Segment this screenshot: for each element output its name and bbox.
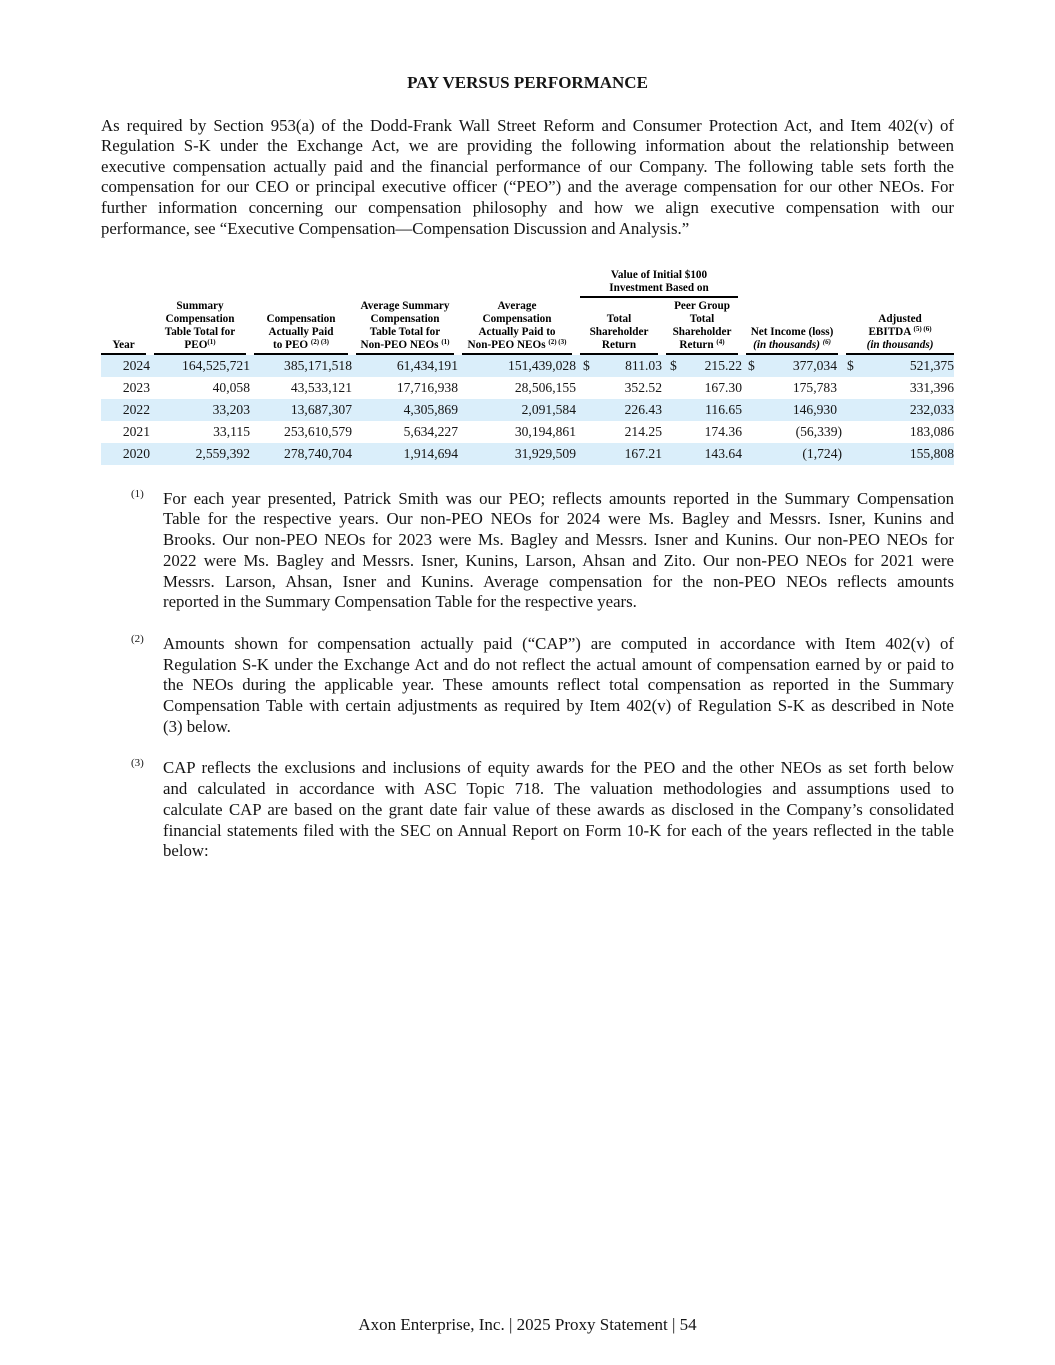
text-line: Amounts shown for compensation actually paid (“CAP”) are computed in accordance with Item 402(v) of <box>163 633 954 653</box>
footnote-3 <box>131 757 954 862</box>
cell-year <box>101 421 150 443</box>
cell-value: 253,610,579 <box>284 424 352 439</box>
column-header-avg_sct_non_peo <box>352 298 458 356</box>
footnote-ref: (4) <box>716 338 725 346</box>
header-line: Value of Initial $100 <box>610 268 708 281</box>
cell-value: 40,058 <box>212 380 250 395</box>
header-text: Compensation <box>165 313 235 325</box>
text-line: As required by Section 953(a) of the Dodd-Frank Wall Street Reform and Consumer Protection Act, and Item 402(v) of <box>101 115 954 135</box>
column-header-label <box>746 326 838 355</box>
text-line: CAP reflects the exclusions and inclusions of equity awards for the PEO and the other NEOs as set forth below <box>163 758 954 778</box>
currency-symbol: $ <box>670 358 677 373</box>
cell-adj_ebitda <box>842 443 954 465</box>
header-line: Investment Based on <box>609 281 709 294</box>
header-text: (in thousands) <box>753 339 823 351</box>
header-line <box>101 339 146 352</box>
header-line <box>666 326 738 339</box>
cell-avg_cap_non_peo <box>458 399 576 421</box>
cell-avg_sct_non_peo <box>352 443 458 465</box>
header-line <box>154 300 246 313</box>
table-body <box>101 355 954 465</box>
cell-avg_sct_non_peo <box>352 421 458 443</box>
column-header-label <box>254 313 348 355</box>
header-line <box>154 313 246 326</box>
header-line <box>846 313 954 326</box>
text-line: performance, see “Executive Compensation—Compensation Discussion and Analysis.” <box>101 218 690 238</box>
header-text: Shareholder <box>672 326 732 338</box>
cell-tsr <box>576 355 662 377</box>
header-line <box>580 339 658 352</box>
text-line: financial statements filed with the SEC on Annual Report on Form 10-K for each of the years reflected in the table <box>163 820 954 840</box>
cell-sct_peo <box>150 355 250 377</box>
cell-value: 214.25 <box>624 424 662 439</box>
text-line: and calculated in accordance with ASC Topic 718. The valuation methodologies and assumptions used to <box>163 779 954 799</box>
cell-value: 183,086 <box>909 424 955 439</box>
column-header-peer_tsr <box>662 298 742 356</box>
header-line <box>746 339 838 352</box>
header-line <box>356 326 454 339</box>
column-header-label <box>666 300 738 355</box>
cell-value: 278,740,704 <box>284 446 352 461</box>
cell-cap_peo <box>250 421 352 443</box>
column-header-year <box>101 298 150 356</box>
group-header-spacer <box>101 268 576 298</box>
cell-peer_tsr <box>662 355 742 377</box>
footnote-1 <box>131 487 954 614</box>
cell-value: 33,115 <box>213 424 250 439</box>
header-text: Adjusted <box>878 313 922 325</box>
cell-net_income <box>742 443 842 465</box>
cell-value: 146,930 <box>792 402 838 417</box>
header-text: Compensation <box>370 313 440 325</box>
cell-cap_peo <box>250 399 352 421</box>
cell-value: 167.21 <box>624 446 662 461</box>
cell-value: 4,305,869 <box>403 402 458 417</box>
table-row-2021 <box>101 421 954 443</box>
cell-value: 2021 <box>122 424 150 439</box>
cell-value: 174.36 <box>704 424 743 439</box>
cell-cap_peo <box>250 355 352 377</box>
cell-value: 232,033 <box>909 402 955 417</box>
page-title: PAY VERSUS PERFORMANCE <box>407 73 648 92</box>
footnote-ref: (1) <box>207 338 216 346</box>
text-line: executive compensation actually paid and the financial performance of our Company. The following table sets forth the <box>101 156 954 176</box>
cell-year <box>101 377 150 399</box>
header-text: Shareholder <box>589 326 649 338</box>
footnote-ref: (1) <box>441 338 450 346</box>
group-header-label <box>580 269 738 298</box>
text-line: (3) below. <box>163 716 231 736</box>
header-text: Non-PEO NEOs <box>467 339 549 351</box>
cell-value: 155,808 <box>909 446 955 461</box>
cell-adj_ebitda <box>842 355 954 377</box>
column-header-net_income <box>742 298 842 356</box>
cell-avg_sct_non_peo <box>352 355 458 377</box>
cell-net_income <box>742 377 842 399</box>
column-header-cap_peo <box>250 298 352 356</box>
header-line <box>666 339 738 352</box>
cell-value: 385,171,518 <box>284 358 352 373</box>
text-line: calculate CAP are based on the grant date fair value of these awards as disclosed in the Company’s consolidated <box>163 799 954 819</box>
cell-sct_peo <box>150 377 250 399</box>
table-row-2023 <box>101 377 954 399</box>
table-header <box>101 268 954 356</box>
text-line: Brooks. Our non-PEO NEOs for 2023 were Ms. Bagley and Messrs. Isner and Kunins. Our non-PEO NEOs for <box>163 530 954 550</box>
cell-net_income <box>742 355 842 377</box>
header-text: Return <box>679 339 717 351</box>
header-text: Total <box>689 313 715 325</box>
cell-avg_cap_non_peo <box>458 443 576 465</box>
header-text: Table Total for <box>164 326 236 338</box>
text-line: the NEOs during the applicable year. These amounts reflect total compensation as reported in the Summary <box>163 675 954 695</box>
column-header-label <box>846 313 954 355</box>
text-line: For each year presented, Patrick Smith was our PEO; reflects amounts reported in the Summary Compensation <box>163 488 954 508</box>
cell-tsr <box>576 443 662 465</box>
footnote-ref: (6) <box>822 338 831 346</box>
cell-cap_peo <box>250 443 352 465</box>
group-header-row <box>101 268 954 298</box>
cell-value: 143.64 <box>704 446 743 461</box>
cell-avg_cap_non_peo <box>458 421 576 443</box>
cell-peer_tsr <box>662 421 742 443</box>
cell-year <box>101 399 150 421</box>
cell-value: 2023 <box>122 380 150 395</box>
header-line <box>154 339 246 352</box>
cell-net_income <box>742 421 842 443</box>
header-text: Peer Group <box>674 300 730 312</box>
column-header-label <box>580 313 658 355</box>
header-text: Average <box>497 300 537 312</box>
cell-adj_ebitda <box>842 377 954 399</box>
group-header-investment <box>576 268 742 298</box>
cell-value: 2020 <box>122 446 150 461</box>
footnote-ref: (2) (3) <box>548 338 567 346</box>
cell-value: 151,439,028 <box>508 358 576 373</box>
header-line <box>356 339 454 352</box>
cell-tsr <box>576 399 662 421</box>
header-line <box>666 300 738 313</box>
header-text: Compensation <box>266 313 336 325</box>
header-text: Compensation <box>482 313 552 325</box>
header-line <box>254 313 348 326</box>
pay-versus-performance-table <box>101 268 954 466</box>
header-text: Return <box>601 339 637 351</box>
column-header-label <box>462 300 572 355</box>
header-text: Non-PEO NEOs <box>360 339 442 351</box>
column-header-adj_ebitda <box>842 298 954 356</box>
cell-net_income <box>742 399 842 421</box>
footnote-marker: (2) <box>131 632 144 645</box>
column-header-row <box>101 298 954 356</box>
cell-value: 175,783 <box>792 380 838 395</box>
header-line <box>356 313 454 326</box>
text-line: further information concerning our compensation philosophy and how we align executive compensation with our <box>101 198 954 218</box>
header-text: Year <box>112 339 135 351</box>
header-line <box>356 300 454 313</box>
cell-avg_cap_non_peo <box>458 355 576 377</box>
cell-peer_tsr <box>662 377 742 399</box>
column-header-label <box>101 339 146 355</box>
footnote-marker: (3) <box>131 757 144 770</box>
header-line <box>846 326 954 339</box>
header-text: Total <box>606 313 632 325</box>
cell-value: 28,506,155 <box>514 380 576 395</box>
header-text: (in thousands) <box>866 339 934 351</box>
cell-value: 2,091,584 <box>521 402 576 417</box>
cell-value: 1,914,694 <box>403 446 458 461</box>
column-header-avg_cap_non_peo <box>458 298 576 356</box>
cell-value: 33,203 <box>212 402 250 417</box>
text-line: Compensation Table with certain adjustments as required by Item 402(v) of Regulation S-K as described in Note <box>163 696 954 716</box>
cell-peer_tsr <box>662 443 742 465</box>
header-text: PEO <box>184 339 208 351</box>
cell-year <box>101 355 150 377</box>
footnote-ref: (5) (6) <box>913 325 932 333</box>
header-line <box>580 326 658 339</box>
cell-value: 2022 <box>122 402 150 417</box>
cell-value: 2024 <box>122 358 150 373</box>
footnotes <box>131 487 954 863</box>
cell-sct_peo <box>150 421 250 443</box>
header-text: Table Total for <box>369 326 441 338</box>
cell-value: (56,339) <box>795 424 843 439</box>
cell-value: 116.65 <box>705 402 743 417</box>
cell-value: 226.43 <box>624 402 662 417</box>
cell-avg_sct_non_peo <box>352 399 458 421</box>
cell-cap_peo <box>250 377 352 399</box>
header-line <box>254 326 348 339</box>
cell-value: 215.22 <box>704 358 743 373</box>
cell-value: 61,434,191 <box>396 358 458 373</box>
cell-tsr <box>576 377 662 399</box>
cell-avg_cap_non_peo <box>458 377 576 399</box>
text-line: below: <box>163 841 209 861</box>
cell-tsr <box>576 421 662 443</box>
header-text: Summary <box>176 300 224 312</box>
cell-value: 331,396 <box>909 380 955 395</box>
column-header-tsr <box>576 298 662 356</box>
cell-value: 43,533,121 <box>290 380 352 395</box>
cell-value: 30,194,861 <box>514 424 576 439</box>
footnote-2 <box>131 632 954 738</box>
table-row-2024 <box>101 355 954 377</box>
currency-symbol: $ <box>583 358 590 373</box>
cell-adj_ebitda <box>842 399 954 421</box>
page-footer: Axon Enterprise, Inc. | 2025 Proxy Statement | 54 <box>358 1315 697 1334</box>
cell-value: 164,525,721 <box>182 358 250 373</box>
header-text: Actually Paid to <box>478 326 556 338</box>
cell-value: 167.30 <box>704 380 743 395</box>
text-line: compensation for our CEO or principal executive officer (“PEO”) and the average compensation for our other NEOs. For <box>101 177 954 197</box>
text-line: Messrs. Larson, Ahsan, Isner and Kunins. Average compensation for the non-PEO NEOs reflects amounts <box>163 571 954 591</box>
cell-value: 352.52 <box>624 380 662 395</box>
header-line <box>154 326 246 339</box>
header-text: Actually Paid <box>268 326 334 338</box>
header-line <box>666 313 738 326</box>
cell-year <box>101 443 150 465</box>
column-header-sct_peo <box>150 298 250 356</box>
column-header-label <box>154 300 246 355</box>
cell-avg_sct_non_peo <box>352 377 458 399</box>
currency-symbol: $ <box>748 358 755 373</box>
text-line: 2022 were Ms. Bagley and Messrs. Isner, Kunins, Larson, Ahsan and Zito. Our non-PEO NEOs for 2021 were <box>163 550 954 570</box>
cell-value: 811.03 <box>625 358 662 373</box>
header-line <box>462 339 572 352</box>
header-text: to PEO <box>273 339 311 351</box>
currency-symbol: $ <box>847 358 854 373</box>
table-row-2020 <box>101 443 954 465</box>
text-line: reported in the Summary Compensation Table for the respective years. <box>163 592 637 612</box>
cell-value: (1,724) <box>802 446 843 461</box>
cell-value: 2,559,392 <box>195 446 250 461</box>
header-text: Average Summary <box>360 300 450 312</box>
header-line <box>462 313 572 326</box>
column-header-label <box>356 300 454 355</box>
cell-peer_tsr <box>662 399 742 421</box>
footnote-marker: (1) <box>131 487 144 500</box>
cell-value: 377,034 <box>792 358 838 373</box>
text-line: Table for the respective years. Our non-PEO NEOs for 2024 were Ms. Bagley and Messrs. Isner, Kunins and <box>163 509 954 529</box>
cell-value: 31,929,509 <box>514 446 576 461</box>
footnote-ref: (2) (3) <box>310 338 329 346</box>
header-line <box>846 339 954 352</box>
header-line <box>580 313 658 326</box>
text-line: Regulation S-K under the Exchange Act, we are providing the following information about the relationship between <box>101 136 954 156</box>
table-row-2022 <box>101 399 954 421</box>
cell-value: 521,375 <box>909 358 955 373</box>
group-header-spacer <box>742 268 954 298</box>
text-line: Regulation S-K under the Exchange Act and do not reflect the actual amount of compensation earned by or paid to <box>163 654 954 674</box>
cell-value: 5,634,227 <box>403 424 458 439</box>
cell-value: 13,687,307 <box>290 402 352 417</box>
header-text: EBITDA <box>868 326 914 338</box>
cell-sct_peo <box>150 443 250 465</box>
cell-value: 17,716,938 <box>396 380 458 395</box>
cell-adj_ebitda <box>842 421 954 443</box>
header-line <box>254 339 348 352</box>
cell-sct_peo <box>150 399 250 421</box>
intro-paragraph <box>101 116 954 240</box>
header-line <box>462 300 572 313</box>
header-text: Net Income (loss) <box>750 326 834 338</box>
